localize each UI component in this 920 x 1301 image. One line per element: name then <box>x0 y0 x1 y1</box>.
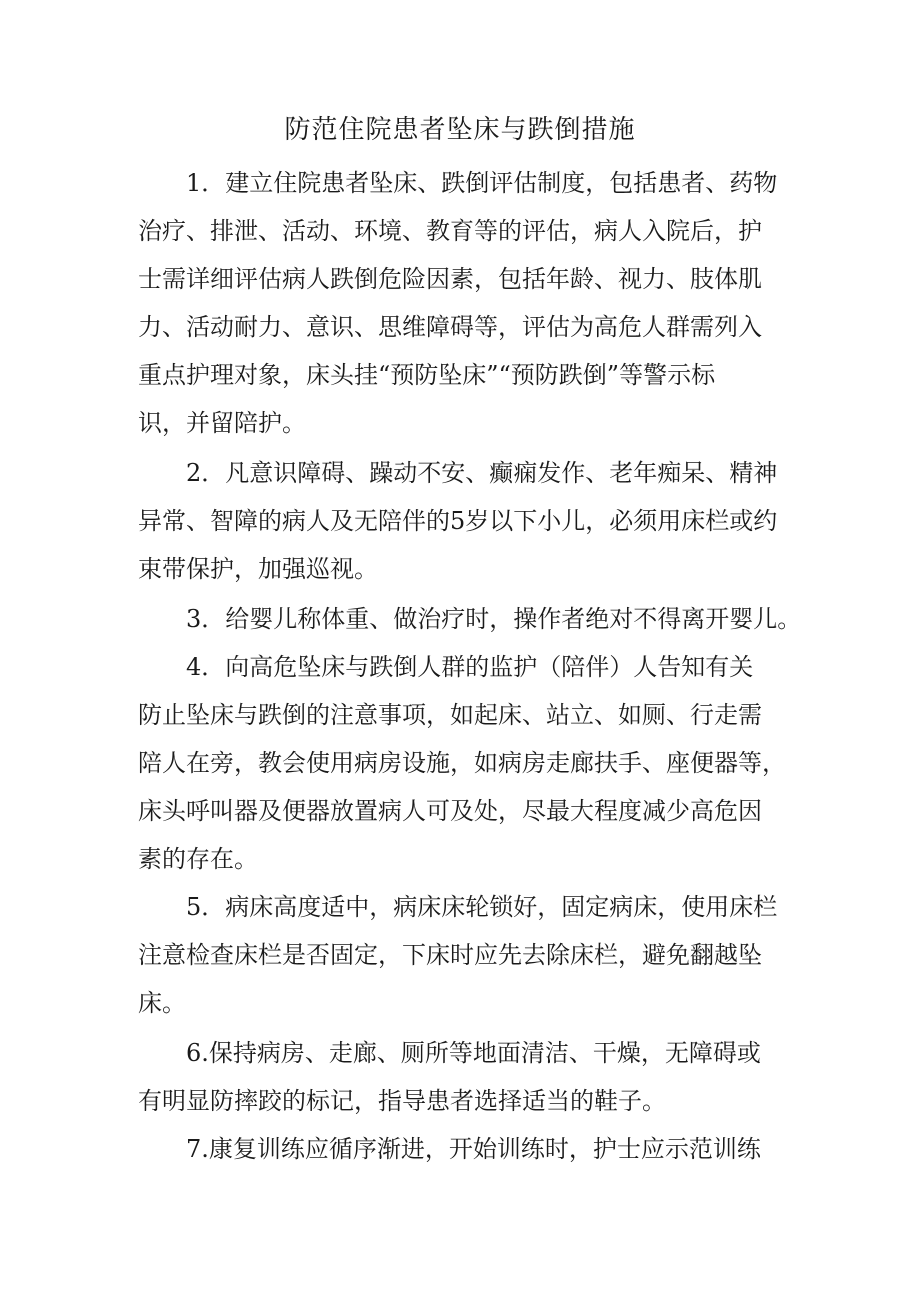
paragraph-1-line-3: 士需详细评估病人跌倒危险因素，包括年龄、视力、肢体肌 <box>138 265 762 293</box>
paragraph-2-line-3: 束带保护，加强巡视。 <box>138 555 378 583</box>
paragraph-5-line-2: 注意检查床栏是否固定，下床时应先去除床栏，避免翻越坠 <box>138 941 762 969</box>
paragraph-7-line-1: 7.康复训练应循序渐进，开始训练时，护士应示范训练 <box>186 1135 761 1163</box>
paragraph-4-line-4: 床头呼叫器及便器放置病人可及处，尽最大程度减少高危因 <box>138 797 762 825</box>
paragraph-1-line-4: 力、活动耐力、意识、思维障碍等，评估为高危人群需列入 <box>138 313 762 341</box>
paragraph-5-line-1: 5．病床高度适中，病床床轮锁好，固定病床，使用床栏 <box>186 893 778 921</box>
paragraph-1-line-1: 1．建立住院患者坠床、跌倒评估制度，包括患者、药物 <box>186 169 778 197</box>
document-title: 防范住院患者坠床与跌倒措施 <box>284 115 636 145</box>
paragraph-2-line-1: 2．凡意识障碍、躁动不安、癫痫发作、老年痴呆、精神 <box>186 459 778 487</box>
paragraph-6-line-1: 6.保持病房、走廊、厕所等地面清洁、干燥，无障碍或 <box>186 1039 761 1067</box>
paragraph-1-line-5: 重点护理对象，床头挂“预防坠床”“预防跌倒”等警示标 <box>138 361 716 389</box>
paragraph-1-line-2: 治疗、排泄、活动、环境、教育等的评估，病人入院后，护 <box>138 217 762 245</box>
paragraph-4-line-2: 防止坠床与跌倒的注意事项，如起床、站立、如厕、行走需 <box>138 701 762 729</box>
paragraph-4-line-5: 素的存在。 <box>138 845 258 873</box>
paragraph-1-line-6: 识，并留陪护。 <box>138 409 306 437</box>
paragraph-6-line-2: 有明显防摔跤的标记，指导患者选择适当的鞋子。 <box>138 1087 666 1115</box>
paragraph-4-line-3: 陪人在旁，教会使用病房设施，如病房走廊扶手、座便器等， <box>138 749 786 777</box>
paragraph-2-line-2: 异常、智障的病人及无陪伴的5岁以下小儿，必须用床栏或约 <box>138 507 778 535</box>
paragraph-3-line-1: 3．给婴儿称体重、做治疗时，操作者绝对不得离开婴儿。 <box>186 605 802 633</box>
paragraph-4-line-1: 4．向高危坠床与跌倒人群的监护（陪伴）人告知有关 <box>186 653 754 681</box>
paragraph-5-line-3: 床。 <box>138 989 186 1017</box>
